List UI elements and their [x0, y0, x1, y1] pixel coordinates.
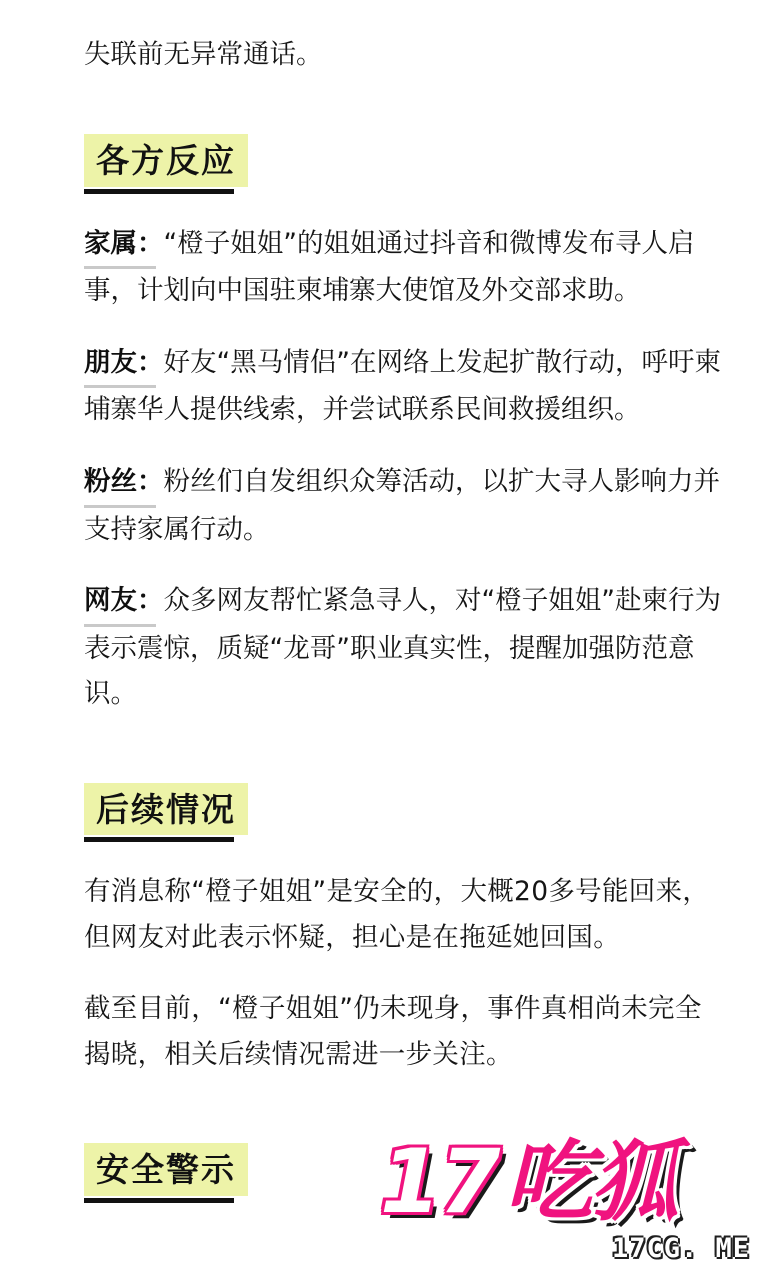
list-item	[84, 578, 728, 717]
paragraph-followup-2: 截至目前，“橙子姐姐”仍未现身，事件真相尚未完全揭晓，相关后续情况需进一步关注。	[84, 993, 702, 1070]
row-label-family: 家属：	[84, 221, 164, 269]
lead-paragraph: 失联前无异常通话。	[84, 39, 323, 70]
row-text-netizens: 众多网友帮忙紧急寻人，对“橙子姐姐”赴柬行为表示震惊，质疑“龙哥”职业真实性，提醒加强防范意识。	[84, 585, 721, 710]
section-heading-wrap-2	[84, 1143, 728, 1229]
watermark-chinese: 吃狐	[504, 1130, 677, 1233]
row-label-friends: 朋友：	[84, 340, 164, 388]
row-text-fans: 粉丝们自发组织众筹活动，以扩大寻人影响力并支持家属行动。	[84, 465, 720, 545]
list-item	[84, 340, 728, 433]
section-heading-followup: 后续情况	[84, 783, 248, 835]
section-heading-wrap-0	[84, 134, 728, 220]
row-label-fans: 粉丝：	[84, 459, 164, 507]
watermark-subtitle: 17CG. ME	[611, 1233, 750, 1264]
row-text-friends: 好友“黑马情侣”在网络上发起扩散行动，呼吁柬埔寨华人提供线索，并尝试联系民间救援组织。	[84, 346, 721, 426]
list-item	[84, 459, 728, 552]
section-heading-safety-warning: 安全警示	[84, 1143, 248, 1195]
list-item	[84, 221, 728, 314]
watermark-number: 17	[380, 1130, 499, 1233]
paragraph-followup-1: 有消息称“橙子姐姐”是安全的，大概20多号能回来，但网友对此表示怀疑，担心是在拖延她回国。	[84, 876, 710, 953]
row-text-family: “橙子姐姐”的姐姐通过抖音和微博发布寻人启事，计划向中国驻柬埔寨大使馆及外交部求助。	[84, 227, 695, 307]
row-label-netizens: 网友：	[84, 578, 164, 626]
section-heading-wrap-1	[84, 783, 728, 869]
section-heading-reactions: 各方反应	[84, 134, 248, 186]
